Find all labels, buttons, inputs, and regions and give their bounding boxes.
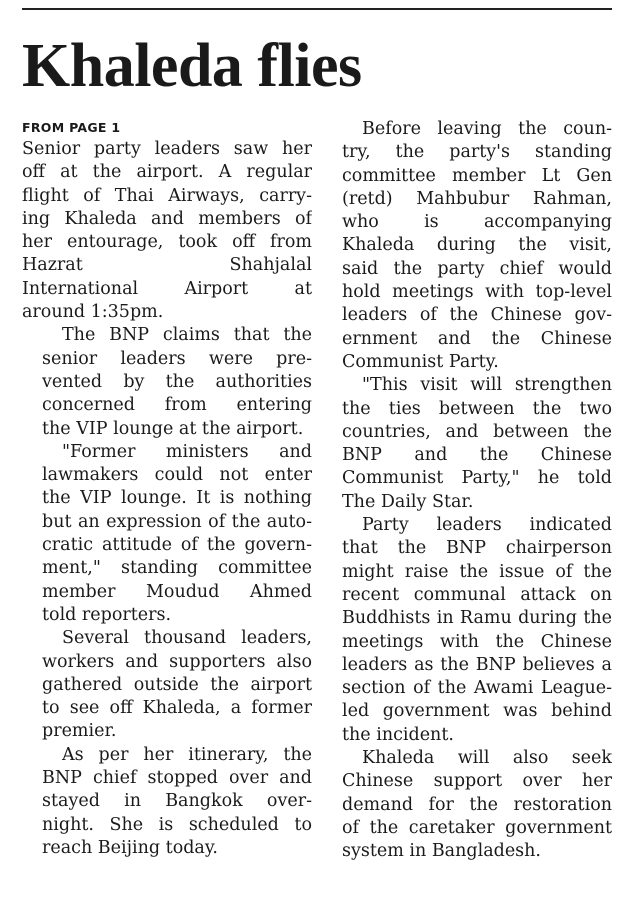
text-line: led government was behind (342, 701, 612, 722)
text-line: International Airport at (22, 278, 312, 299)
top-rule (22, 8, 612, 10)
text-line: concerned from entering (42, 395, 312, 416)
text-line: Before leaving the coun- (362, 119, 612, 139)
right-column (322, 118, 612, 864)
text-line: "This visit will strengthen (362, 375, 612, 396)
text-line: ing Khaleda and members of (22, 208, 312, 229)
text-line: BNP chief stopped over and (42, 768, 312, 789)
left-column (22, 118, 312, 860)
kicker: FROM PAGE 1 (22, 120, 121, 135)
text-line: told reporters. (42, 604, 172, 625)
paragraph (322, 374, 612, 514)
text-line: recent communal attack on (342, 584, 612, 605)
text-line: Communist Party," he told (342, 468, 612, 489)
text-line: around 1:35pm. (22, 302, 164, 323)
paragraph (22, 627, 312, 743)
text-line: lawmakers could not enter (42, 465, 312, 486)
right-column-body (322, 118, 612, 864)
paragraph (22, 441, 312, 627)
text-line: vented by the authorities (42, 371, 312, 392)
text-line: but an expression of the auto- (42, 511, 312, 532)
text-line: that the BNP chairperson (342, 538, 612, 559)
text-line: the VIP lounge at the airport. (42, 418, 304, 439)
paragraph (322, 118, 612, 374)
text-line: Hazrat Shahjalal (22, 255, 312, 276)
text-line: the ties between the two (342, 398, 612, 419)
text-line: might raise the issue of the (342, 561, 612, 582)
left-column-body (22, 138, 312, 860)
text-line: BNP and the Chinese (342, 445, 612, 466)
text-line: off at the airport. A regular (22, 162, 312, 183)
text-line: reach Beijing today. (42, 837, 218, 858)
text-line: senior leaders were pre- (42, 348, 312, 369)
paragraph (22, 744, 312, 860)
text-line: (retd) Mahbubur Rahman, (342, 188, 612, 209)
text-line: of the caretaker government (342, 817, 612, 838)
text-line: Buddhists in Ramu during the (342, 608, 612, 629)
text-line: who is accompanying (342, 212, 612, 233)
paragraph (322, 747, 612, 863)
text-line: ernment and the Chinese (342, 328, 612, 349)
text-line: The BNP claims that the (62, 325, 312, 346)
text-line: Chinese support over her (342, 771, 612, 792)
paragraph (22, 138, 312, 324)
paragraph (322, 514, 612, 747)
text-line: member Moudud Ahmed (42, 581, 312, 602)
text-line: the incident. (342, 724, 454, 745)
text-line: Khaleda during the visit, (342, 235, 612, 256)
text-line: gathered outside the airport (42, 674, 312, 695)
text-line: Senior party leaders saw her (22, 139, 312, 159)
text-line: section of the Awami League- (342, 678, 612, 699)
text-line: said the party chief would (342, 258, 612, 279)
text-line: "Former ministers and (62, 441, 312, 462)
text-line: Communist Party. (342, 351, 499, 372)
text-line: Party leaders indicated (362, 515, 612, 536)
text-line: flight of Thai Airways, carry- (22, 185, 312, 206)
text-line: workers and supporters also (42, 651, 312, 672)
text-line: leaders of the Chinese gov- (342, 305, 612, 326)
text-line: hold meetings with top-level (342, 282, 612, 303)
text-line: cratic attitude of the govern- (42, 535, 312, 556)
text-line: leaders as the BNP believes a (342, 654, 612, 675)
text-line: countries, and between the (342, 421, 612, 442)
text-line: ment," standing committee (42, 558, 312, 579)
text-line: night. She is scheduled to (42, 814, 312, 835)
text-line: try, the party's standing (342, 142, 612, 163)
text-line: The Daily Star. (342, 491, 474, 512)
text-line: stayed in Bangkok over- (42, 791, 312, 812)
text-line: the VIP lounge. It is nothing (42, 488, 312, 509)
text-line: her entourage, took off from (22, 232, 312, 253)
text-line: committee member Lt Gen (342, 165, 612, 186)
text-line: meetings with the Chinese (342, 631, 612, 652)
text-line: system in Bangladesh. (342, 841, 541, 862)
text-line: premier. (42, 721, 117, 742)
headline: Khaleda flies (22, 32, 362, 100)
text-line: demand for the restoration (342, 794, 612, 815)
paragraph (22, 324, 312, 440)
text-line: Several thousand leaders, (62, 628, 312, 649)
text-line: As per her itinerary, the (62, 744, 312, 765)
text-line: Khaleda will also seek (362, 748, 612, 769)
text-line: to see off Khaleda, a former (42, 698, 312, 719)
